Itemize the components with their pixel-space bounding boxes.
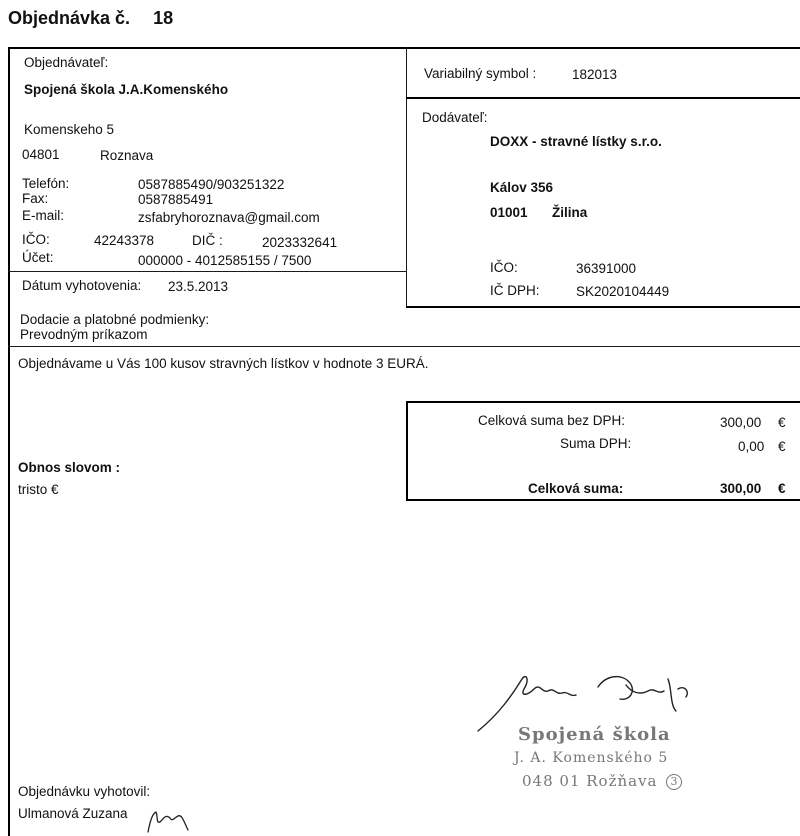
- buyer-email: zsfabryhoroznava@gmail.com: [138, 210, 320, 225]
- words-label: Obnos slovom :: [18, 460, 121, 475]
- date-value: 23.5.2013: [168, 279, 229, 294]
- buyer-dic-label: DIČ :: [192, 233, 223, 248]
- totals-box-top: [406, 401, 800, 403]
- supplier-zip: 01001: [490, 205, 528, 220]
- net-total-value: 300,00: [720, 415, 762, 430]
- supplier-box-bottom-border: [406, 306, 800, 308]
- buyer-account: 000000 - 4012585155 / 7500: [138, 253, 312, 268]
- supplier-ico: 36391000: [576, 261, 637, 276]
- buyer-ico-label: IČO:: [22, 232, 50, 247]
- frame-top-border: [8, 47, 800, 49]
- buyer-dic: 2023332641: [262, 235, 338, 250]
- buyer-date-divider: [8, 271, 406, 272]
- totals-box-left: [406, 401, 408, 501]
- issued-by-label: Objednávku vyhotovil:: [18, 784, 151, 799]
- issuer-signature: [144, 804, 194, 836]
- supplier-name: DOXX - stravné lístky s.r.o.: [490, 134, 662, 149]
- supplier-street: Kálov 356: [490, 180, 554, 195]
- variable-symbol-divider: [406, 97, 800, 99]
- variable-symbol-label: Variabilný symbol :: [424, 66, 537, 81]
- buyer-name: Spojená škola J.A.Komenského: [24, 82, 229, 97]
- buyer-section-label: Objednávateľ:: [24, 55, 109, 70]
- buyer-account-label: Účet:: [22, 250, 54, 265]
- buyer-email-label: E-mail:: [22, 208, 65, 223]
- buyer-fax-label: Fax:: [22, 191, 49, 206]
- stamp-line3: 048 01 Rožňava: [522, 772, 658, 790]
- supplier-box-left-border: [406, 47, 407, 307]
- supplier-city: Žilina: [552, 205, 588, 220]
- grand-total-value: 300,00: [720, 481, 762, 496]
- vat-value: 0,00: [738, 439, 765, 454]
- buyer-phone: 0587885490/903251322: [138, 177, 285, 192]
- title-prefix: Objednávka č.: [8, 8, 131, 28]
- terms-divider: [8, 346, 800, 347]
- variable-symbol-value: 182013: [572, 67, 618, 82]
- buyer-ico: 42243378: [94, 233, 155, 248]
- grand-total-currency: €: [778, 481, 786, 496]
- net-total-label: Celková suma bez DPH:: [478, 413, 626, 428]
- buyer-street: Komenskeho 5: [24, 122, 115, 137]
- buyer-city: Roznava: [100, 148, 154, 163]
- stamp-number-mark: 3: [666, 774, 682, 790]
- words-value: tristo €: [18, 482, 59, 497]
- buyer-fax: 0587885491: [138, 192, 214, 207]
- vat-currency: €: [778, 439, 786, 454]
- terms-label: Dodacie a platobné podmienky:: [20, 312, 210, 327]
- grand-total-label: Celková suma:: [528, 481, 624, 496]
- date-label: Dátum vyhotovenia:: [22, 278, 142, 293]
- order-number: 18: [153, 8, 174, 28]
- frame-left-border: [8, 47, 10, 836]
- stamp-line2: J. A. Komenského 5: [514, 750, 669, 766]
- supplier-section-label: Dodávateľ:: [422, 110, 488, 125]
- buyer-phone-label: Telefón:: [22, 176, 70, 191]
- supplier-ico-label: IČO:: [490, 260, 518, 275]
- supplier-icdph-label: IČ DPH:: [490, 283, 540, 298]
- supplier-icdph: SK2020104449: [576, 284, 670, 299]
- totals-box-bottom: [406, 499, 800, 501]
- order-text: Objednávame u Vás 100 kusov stravných lístkov v hodnote 3 EURÁ.: [18, 356, 429, 371]
- page-title: [8, 8, 173, 29]
- buyer-zip: 04801: [22, 147, 60, 162]
- terms-value: Prevodným príkazom: [20, 327, 148, 342]
- vat-label: Suma DPH:: [560, 436, 632, 451]
- net-total-currency: €: [778, 415, 786, 430]
- stamp-line1: Spojená škola: [518, 724, 671, 745]
- issued-by-name: Ulmanová Zuzana: [18, 806, 128, 821]
